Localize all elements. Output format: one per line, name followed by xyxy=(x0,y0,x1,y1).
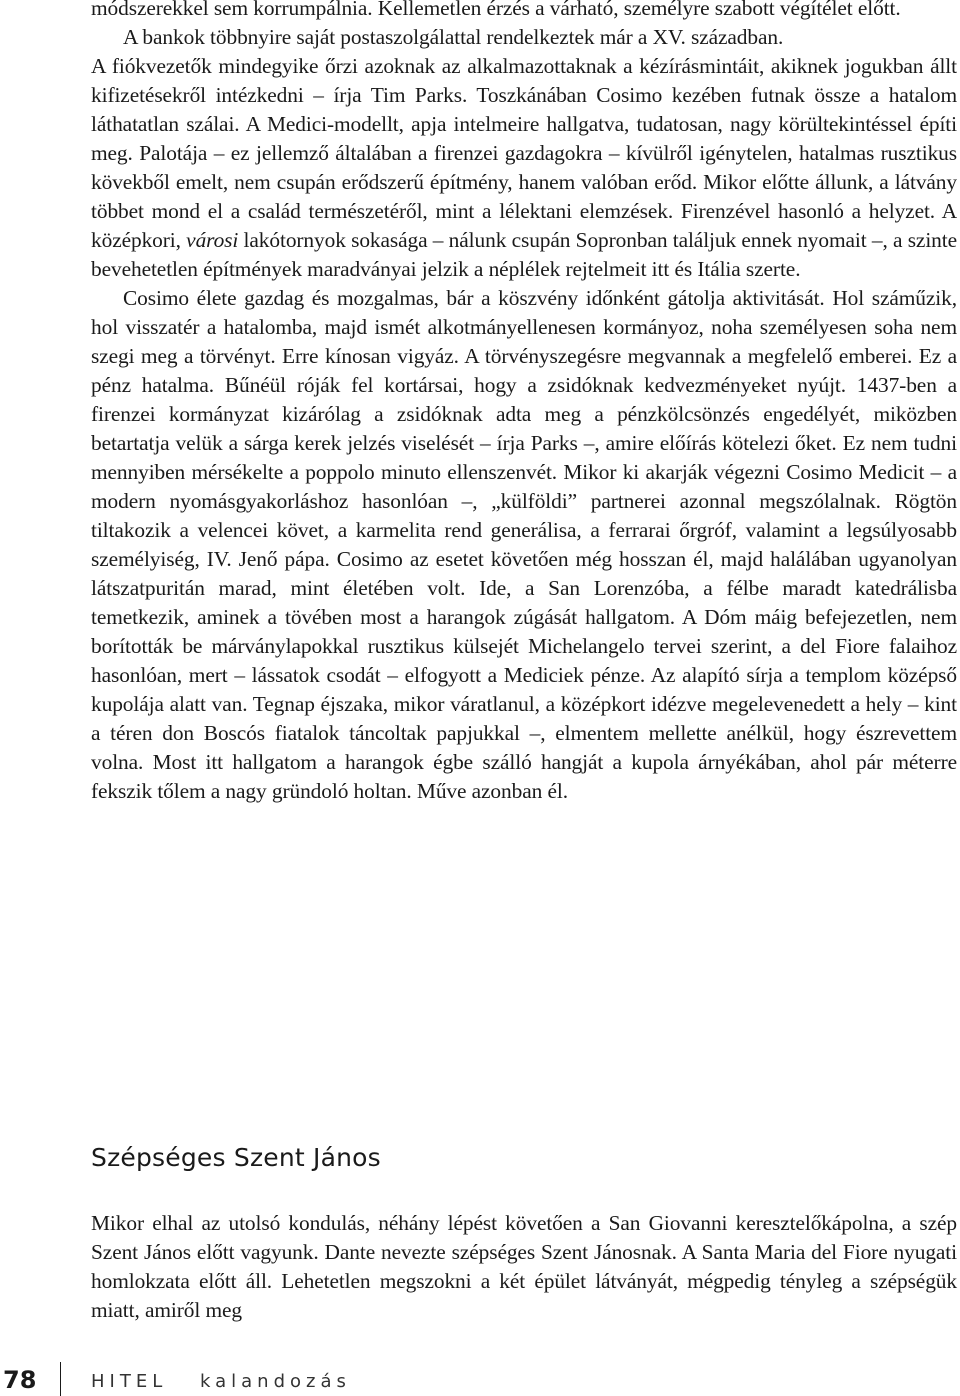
paragraph-3-text-a: A fiókvezetők mindegyike őrzi azoknak az alkalmazottaknak a kézírásmintáit, akiknek jogukban állt kifizetésekről intézkedni – írja Tim Parks. Toszkánában Cosimo kezében futnak össze a hatalom láthatatlan szálai. A Medici-modellt, apja intelmeire hallgatva, tudatosan, nagy körültekintéssel építi meg. Palotája – ez jellemző általában a firenzei gazdagokra – kívülről igénytelen, hatalmas rusztikus kövekből emelt, nem csupán erődszerű építmény, hanem valóban erőd. Mikor előtte állunk, a látvány többet mond el a család természetéről, mint a lélektani elemzések. Firenzével hasonló a helyzet. A középkori, xyxy=(91,54,957,252)
paragraph-4: Cosimo élete gazdag és mozgalmas, bár a köszvény időnként gátolja aktivitását. Hol száműzik, hol visszatér a hatalomba, majd ismét alkotmányellenesen kormányoz, noha személyesen soha nem szegi meg a törvényt. Erre kínosan vigyáz. A törvényszegésre megvannak a megfelelő emberei. Ez a pénz hatalma. Bűnéül róják fel kortársai, hogy a zsidóknak kedvezményeket nyújt. 1437-ben a firenzei kormányzat kizárólag a zsidóknak adta meg a pénzkölcsönzés engedélyét, miközben betartatja velük a sárga kerek jelzés viselését – írja Parks –, amire előírás kötelezi őket. Ez nem tudni mennyiben mérsékelte a poppolo minuto ellenszenvét. Mikor ki akarják végezni Cosimo Medicit – a modern nyomásgyakorláshoz hasonlóan –, „külföldi” partnerei azonnal megszólalnak. Rögtön tiltakozik a velencei követ, a karmelita rend generálisa, a ferrarai őrgróf, valamint a legsúlyosabb személyiség, IV. Jenő pápa. Cosimo az esetet követően még hosszan él, majd halálában ugyanolyan látszatpuritán marad, mint életében volt. Ide, a San Lorenzóba, a félbe maradt katedrálisba temetkezik, aminek a tövében most a harangok zúgását hallgatom. A Dóm máig befejezetlen, nem borították be márványlapokkal rusztikus külsejét Michelangelo tervei szerint, a del Fiore falaihoz hasonlóan, mert – lássatok csodát – elfogyott a Mediciek pénze. Az alapító sírja a templom középső kupolája alatt van. Tegnap éjszaka, mikor váratlanul, a középkort idézve megelevenedett a hely – kint a téren don Boscós fiatalok táncoltak papjukkal –, elmentem mellette anélkül, hogy észrevettem volna. Most itt hallgatom a harangok égbe szálló hangját a kupola árnyékában, ahol pár méterre fekszik tőlem a nagy gründoló holtan. Műve azonban él. xyxy=(91,286,957,803)
footer-divider xyxy=(60,1362,61,1396)
section-body xyxy=(91,1209,957,1325)
paragraph-3-text-b: lakótornyok sokasága – nálunk csupán Sopronban találjuk ennek nyomait –, a szinte bevehetetlen építmények maradványai jelzik a néplélek rejtelmeit itt és Itália szerte. xyxy=(91,228,957,281)
page-number: 78 xyxy=(3,1366,37,1394)
paragraph-3-emphasis: városi xyxy=(186,228,239,252)
section-heading: Szépséges Szent János xyxy=(91,1143,381,1172)
paragraph-2: A bankok többnyire saját postaszolgálattal rendelkeztek már a XV. században. xyxy=(123,25,784,49)
footer-section-name: kalandozás xyxy=(200,1371,351,1392)
paragraph-1: módszerekkel sem korrumpálnia. Kellemetlen érzés a várható, személyre szabott végítélet előtt. xyxy=(91,0,901,20)
journal-name: HITEL xyxy=(91,1371,168,1392)
section-paragraph-1: Mikor elhal az utolsó kondulás, néhány lépést követően a San Giovanni keresztelőkápolna, a szép Szent János előtt vagyunk. Dante nevezte szépséges Szent Jánosnak. A Santa Maria del Fiore nyugati homlokzata előtt áll. Lehetetlen megszokni a két épület látványát, mégpedig tényleg a szépségük miatt, amiről meg xyxy=(91,1211,957,1322)
article-body xyxy=(91,0,957,806)
page-footer xyxy=(0,1362,960,1396)
paragraph-3 xyxy=(91,52,957,284)
